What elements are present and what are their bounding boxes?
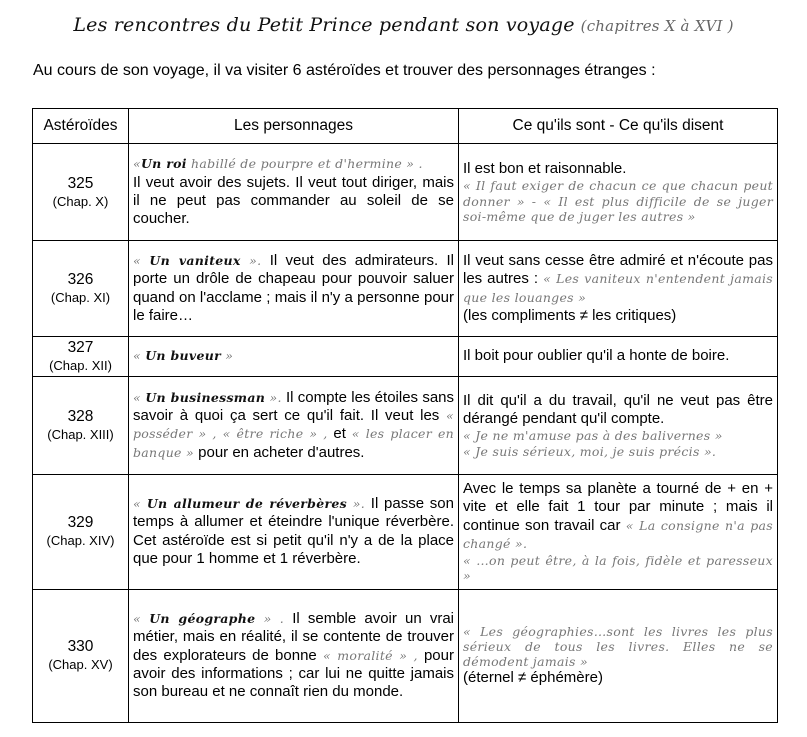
- asteroid-cell: [33, 241, 129, 337]
- chapter-label: (Chap. XII): [49, 357, 112, 373]
- handwritten-quote: ».: [240, 252, 262, 268]
- quote-mark: «: [133, 496, 147, 512]
- description-cell: [459, 376, 778, 474]
- description-cell: [459, 337, 778, 377]
- description-note: (éternel ≠ éphémère): [463, 669, 603, 687]
- description-cell: [459, 241, 778, 337]
- asteroid-cell: [33, 144, 129, 241]
- description-text: Avec le temps sa planète a tourné de + en + vite et elle fait 1 tour par minute ; mais il continue son travail car: [463, 479, 773, 534]
- encounters-table: [32, 108, 778, 723]
- table-row: [33, 337, 778, 377]
- character-cell: [129, 474, 459, 589]
- character-cell: [129, 376, 459, 474]
- description-cell: [459, 474, 778, 589]
- header-characters: Les personnages: [129, 109, 459, 144]
- description-text: Il dit qu'il a du travail, qu'il ne veut pas être dérangé pendant qu'il compte.: [463, 391, 773, 428]
- handwritten-quote: » .: [255, 611, 285, 627]
- character-cell: [129, 589, 459, 722]
- asteroid-cell: [33, 337, 129, 377]
- character-cell: [129, 337, 459, 377]
- character-name: Un vaniteux: [149, 252, 241, 268]
- asteroid-number: 325: [67, 174, 94, 192]
- character-cell: [129, 144, 459, 241]
- header-asteroids: Astéroïdes: [33, 109, 129, 144]
- chapter-label: (Chap. X): [52, 193, 109, 209]
- quote-mark: «: [133, 252, 150, 268]
- table-row: [33, 474, 778, 589]
- handwritten-quote: « posséder » , « être riche » ,: [133, 407, 454, 442]
- description-text: Il est bon et raisonnable.: [463, 159, 627, 177]
- character-name: Un buveur: [145, 348, 221, 364]
- intro-text: Au cours de son voyage, il va visiter 6 astéroïdes et trouver des personnages étranges :: [33, 62, 656, 79]
- description-note: (les compliments ≠ les critiques): [463, 306, 677, 324]
- asteroid-cell: [33, 474, 129, 589]
- table-row: [33, 589, 778, 722]
- handwritten-quote: « les placer en banque »: [133, 426, 454, 460]
- character-cell: [129, 241, 459, 337]
- asteroid-cell: [33, 376, 129, 474]
- handwritten-quote: »: [221, 348, 234, 364]
- handwritten-quote: « Je ne m'amuse pas à des balivernes »: [463, 428, 723, 444]
- handwritten-quote: « Il faut exiger de chacun ce que chacun peut donner » - « Il est plus difficile de se juger soi-même que de juger les autres »: [463, 178, 773, 224]
- handwritten-quote: « Les vaniteux n'entendent jamais que les louanges »: [463, 271, 773, 305]
- handwritten-quote: « La consigne n'a pas changé ».: [463, 517, 774, 551]
- description-cell: [459, 589, 778, 722]
- table-row: [33, 144, 778, 241]
- character-text: Il compte les étoiles sans savoir à quoi ça sert ce qu'il fait. Il veut les: [133, 388, 454, 424]
- description-cell: [459, 144, 778, 241]
- handwritten-quote: « Les géographies…sont les livres les plus sérieux de tous les livres. Elles ne se démodent jamais »: [463, 623, 773, 670]
- character-name: Un allumeur de réverbères: [146, 496, 347, 512]
- table-row: [33, 241, 778, 337]
- asteroid-number: 327: [67, 339, 94, 356]
- header-descriptions: Ce qu'ils sont - Ce qu'ils disent: [459, 109, 778, 144]
- quote-mark: «: [133, 611, 150, 627]
- chapter-label: (Chap. XV): [48, 657, 113, 673]
- character-name: Un roi: [140, 156, 187, 172]
- chapter-label: (Chap. XI): [50, 290, 111, 306]
- character-text: Il veut avoir des sujets. Il veut tout diriger, mais il ne peut pas commander au soleil de se coucher.: [133, 173, 454, 228]
- character-name: Un businessman: [145, 389, 266, 405]
- asteroid-number: 326: [67, 271, 94, 289]
- handwritten-quote: habillé de pourpre et d'hermine » .: [186, 156, 423, 172]
- character-text: pour en acheter d'autres.: [193, 443, 365, 461]
- handwritten-quote: ».: [265, 389, 282, 405]
- chapter-label: (Chap. XIII): [47, 426, 114, 442]
- character-name: Un géographe: [149, 611, 256, 627]
- title-subtitle: (chapitres X à XVI ): [580, 17, 734, 35]
- character-text: pour avoir des informations ; car lui ne quitte jamais son bureau et ne connaît rien du monde.: [133, 646, 454, 701]
- description-text: Il veut sans cesse être admiré et n'écoute pas les autres :: [463, 251, 773, 288]
- handwritten-quote: ».: [346, 496, 366, 512]
- description-text: Il boit pour oublier qu'il a honte de boire.: [463, 347, 730, 365]
- handwritten-quote: « Je suis sérieux, moi, je suis précis ».: [463, 443, 717, 459]
- table-header-row: [33, 109, 778, 144]
- character-text: Il passe son temps à allumer et éteindre l'unique réverbère. Cet astéroïde est si petit qu'il n'y a de la place que pour 1 homme et 1 réverbère.: [133, 495, 454, 568]
- asteroid-number: 330: [67, 638, 94, 656]
- character-text: Il veut des admirateurs. Il porte un drôle de chapeau pour pouvoir saluer quand on l'acclame ; mais il n'y a personne pour le faire…: [133, 251, 454, 324]
- handwritten-quote: « moralité » ,: [322, 647, 418, 663]
- chapter-label: (Chap. XIV): [46, 533, 115, 549]
- quote-mark: «: [133, 389, 146, 405]
- asteroid-cell: [33, 589, 129, 722]
- handwritten-quote: « …on peut être, à la fois, fidèle et paresseux »: [463, 553, 773, 584]
- asteroid-number: 329: [67, 514, 94, 532]
- page-title: [0, 14, 807, 36]
- title-main: Les rencontres du Petit Prince pendant son voyage: [73, 14, 575, 36]
- asteroid-number: 328: [67, 407, 94, 425]
- quote-mark: «: [133, 156, 141, 172]
- character-text: Il semble avoir un vrai métier, mais en réalité, il se contente de trouver des explorateurs de bonne: [133, 610, 454, 664]
- character-text: et: [327, 425, 352, 443]
- table-row: [33, 376, 778, 474]
- quote-mark: «: [133, 348, 146, 364]
